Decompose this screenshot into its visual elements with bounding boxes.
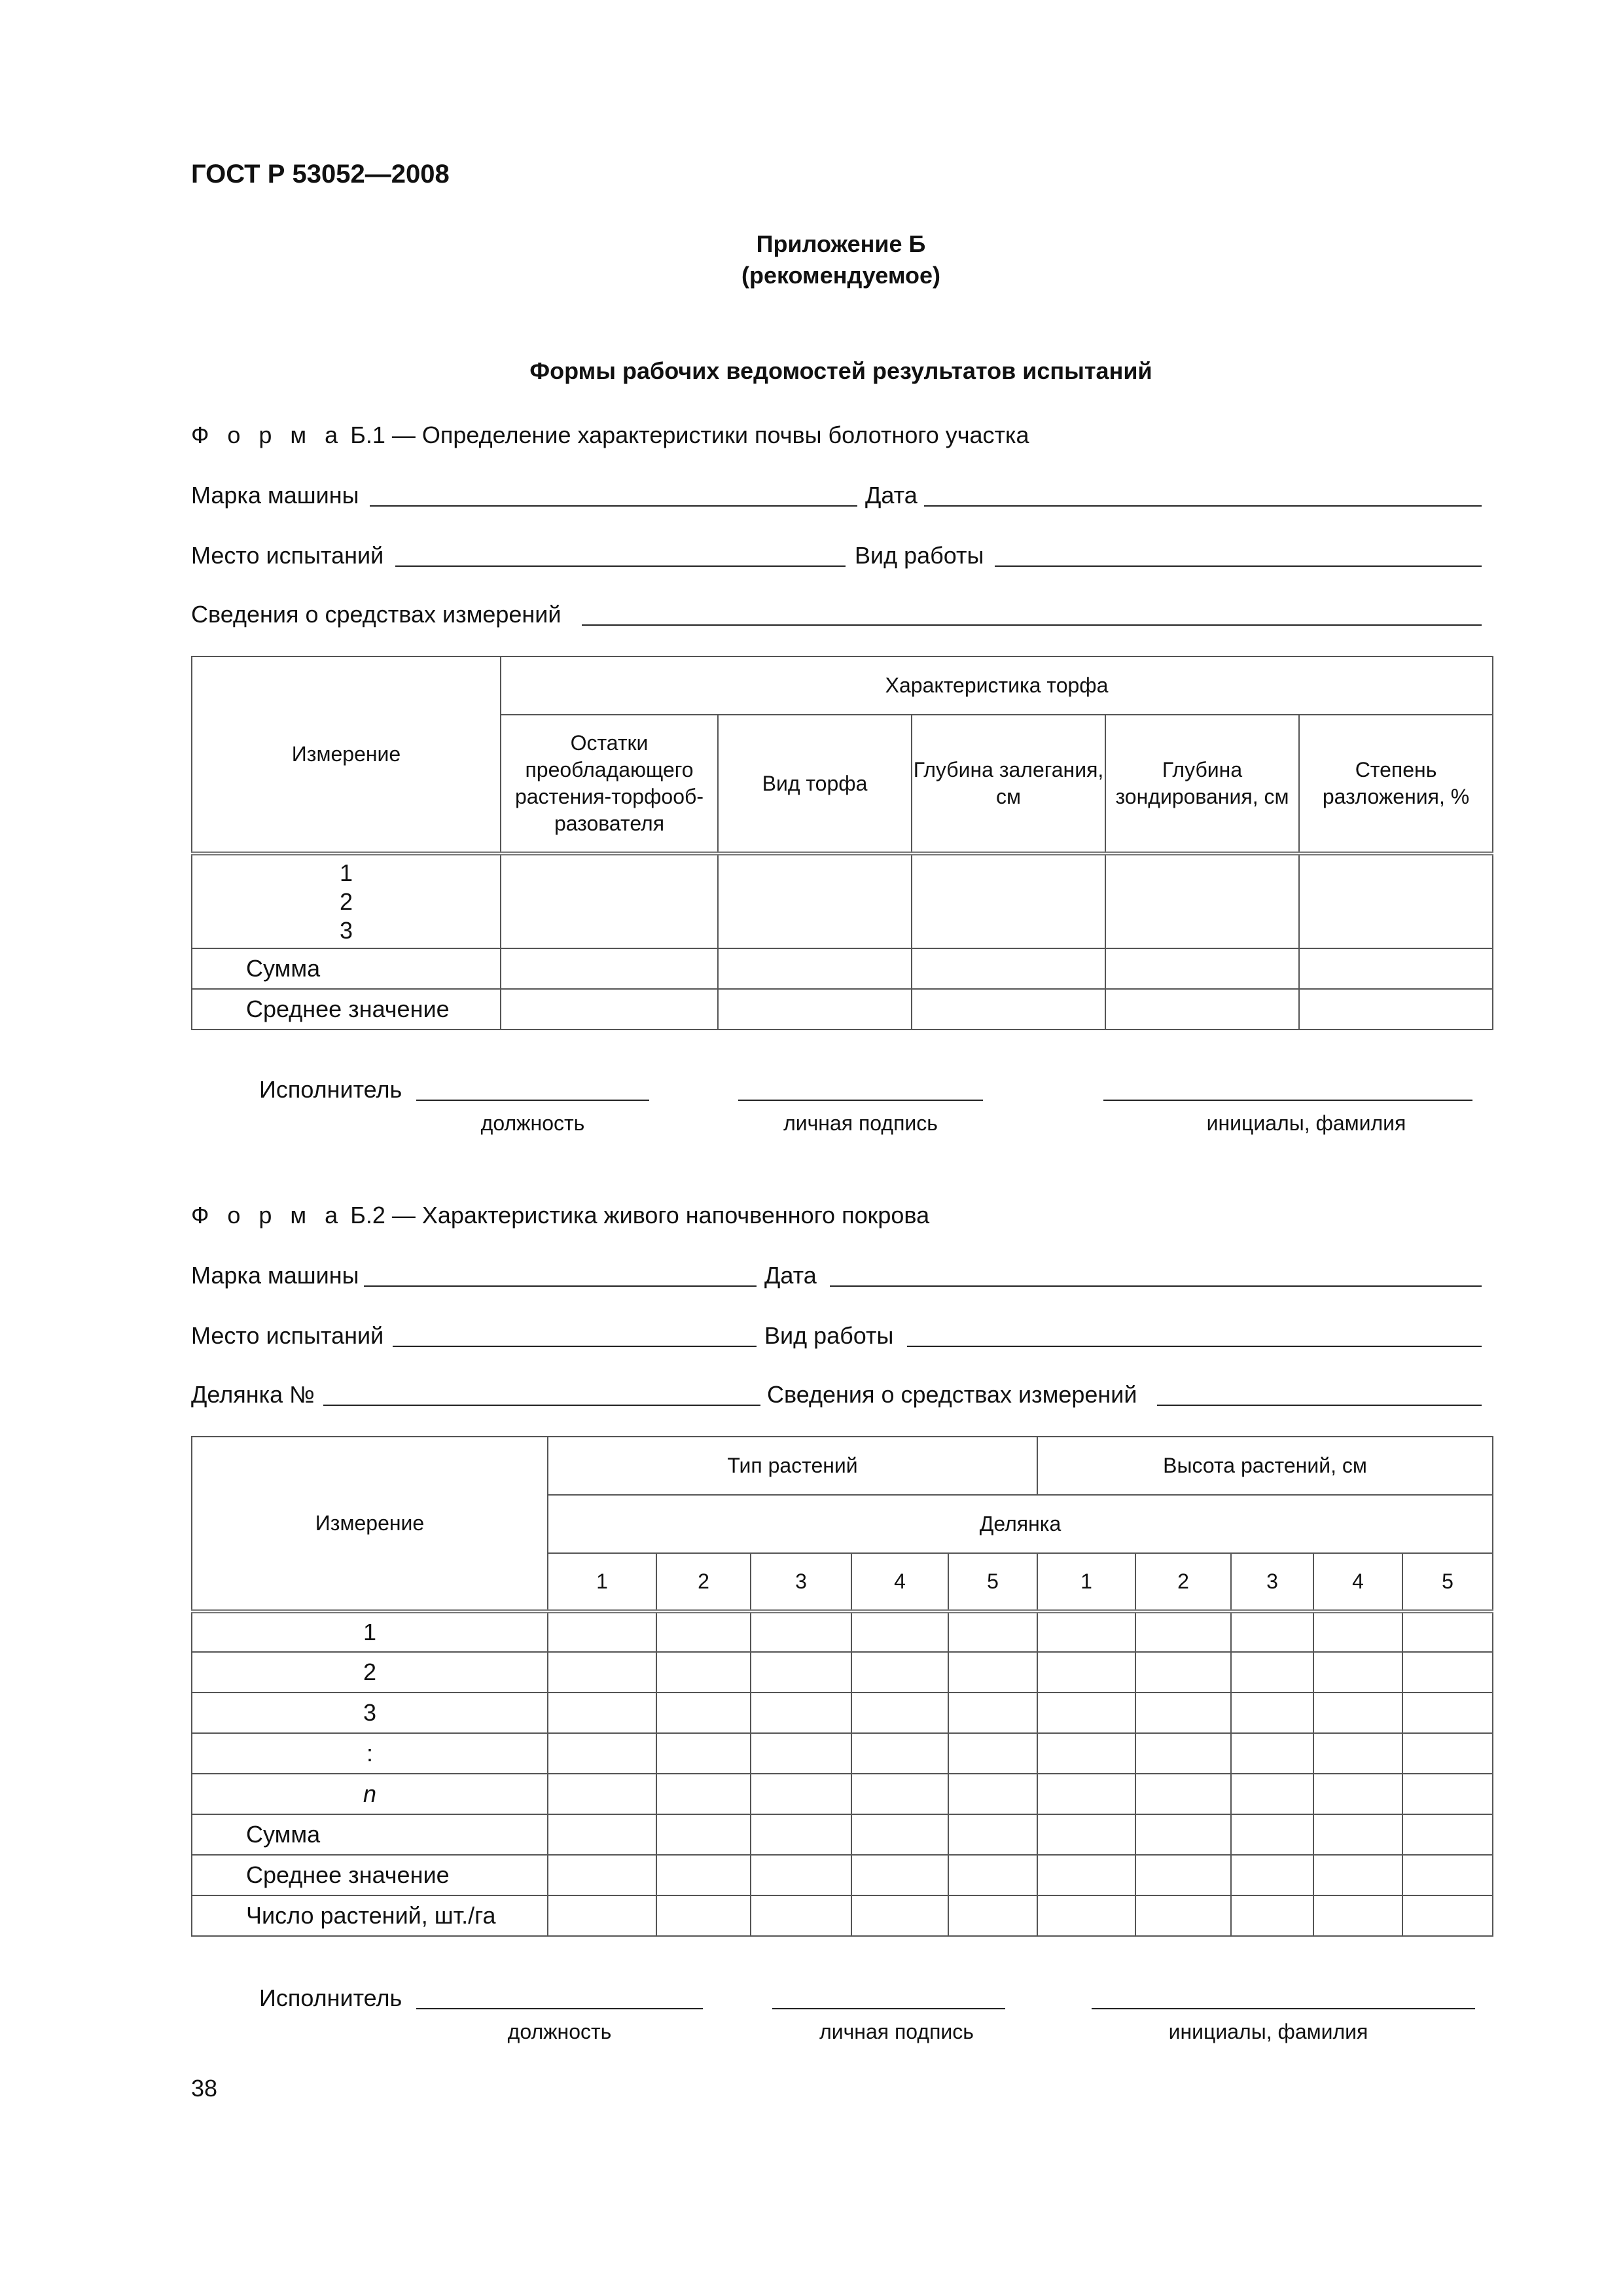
form2-cell[interactable]	[1037, 1855, 1135, 1895]
form2-cell[interactable]	[751, 1611, 851, 1652]
form2-plot-number: 3	[1231, 1553, 1313, 1611]
form2-position-caption: должность	[507, 2020, 612, 2043]
form2-cell[interactable]	[1135, 1814, 1231, 1855]
form2-cell[interactable]	[1402, 1652, 1493, 1693]
form2-cell[interactable]	[656, 1611, 751, 1652]
form1-col-measure: Измерение	[192, 656, 501, 853]
form2-plot-field[interactable]	[323, 1405, 760, 1406]
form2-row-label: 2	[192, 1652, 548, 1693]
form2-cell[interactable]	[1402, 1855, 1493, 1895]
form2-table	[191, 1436, 1493, 1937]
form2-cell[interactable]	[1313, 1611, 1402, 1652]
form2-plot-number: 2	[656, 1553, 751, 1611]
form2-cell[interactable]	[751, 1895, 851, 1936]
form1-instruments-field[interactable]	[582, 624, 1482, 626]
form1-caption-prefix: Ф о р м а	[191, 422, 344, 448]
form2-plot-number: 1	[1037, 1553, 1135, 1611]
form2-cell[interactable]	[1313, 1814, 1402, 1855]
form2-plot-number: 3	[751, 1553, 851, 1611]
form2-date-field[interactable]	[830, 1285, 1482, 1287]
form2-cell[interactable]	[1231, 1652, 1313, 1693]
form2-plot-number: 4	[851, 1553, 948, 1611]
form2-cell[interactable]	[1037, 1733, 1135, 1774]
form2-cell[interactable]	[1231, 1693, 1313, 1733]
form1-col-depth: Глубина залегания, см	[912, 715, 1105, 853]
form2-cell[interactable]	[548, 1652, 656, 1693]
form2-cell[interactable]	[656, 1895, 751, 1936]
form2-cell[interactable]	[1037, 1693, 1135, 1733]
form2-cell[interactable]	[948, 1895, 1037, 1936]
form1-group-header: Характеристика торфа	[501, 656, 1493, 715]
form2-place-label: Место испытаний	[191, 1322, 384, 1349]
form1-col-peat-type: Вид торфа	[718, 715, 912, 853]
form1-row-number: 1	[339, 859, 353, 886]
form2-cell[interactable]	[1037, 1895, 1135, 1936]
form2-row-label: n	[192, 1774, 548, 1814]
form2-col-measure: Измерение	[192, 1437, 548, 1611]
form2-cell[interactable]	[751, 1733, 851, 1774]
form2-cell[interactable]	[1313, 1895, 1402, 1936]
form2-cell[interactable]	[656, 1814, 751, 1855]
form2-name-caption: инициалы, фамилия	[1168, 2020, 1368, 2043]
form1-col-plant-remains: Остатки преобладающего растения-торфооб-разователя	[501, 715, 718, 853]
form1-cell[interactable]	[1299, 989, 1493, 1030]
form2-work-label: Вид работы	[764, 1322, 894, 1349]
form2-executor-label: Исполнитель	[259, 1984, 402, 2011]
form1-row-number: 2	[339, 888, 353, 915]
form2-cell[interactable]	[1402, 1693, 1493, 1733]
form1-machine-field[interactable]	[370, 505, 857, 507]
form2-cell[interactable]	[948, 1611, 1037, 1652]
form1-position-caption: должность	[480, 1111, 585, 1135]
form1-work-label: Вид работы	[855, 542, 984, 569]
form2-cell[interactable]	[851, 1733, 948, 1774]
form1-date-field[interactable]	[924, 505, 1482, 507]
form2-cell[interactable]	[1135, 1895, 1231, 1936]
form2-subgroup-plot: Делянка	[548, 1495, 1493, 1553]
form2-signature-line[interactable]	[772, 2008, 1005, 2009]
form2-cell[interactable]	[751, 1652, 851, 1693]
form2-place-field[interactable]	[393, 1346, 757, 1347]
form2-cell[interactable]	[1402, 1611, 1493, 1652]
form2-cell[interactable]	[1313, 1652, 1402, 1693]
form2-row-count: Число растений, шт./га	[192, 1895, 548, 1936]
form1-position-line[interactable]	[416, 1100, 649, 1101]
form1-cell[interactable]	[718, 989, 912, 1030]
form2-cell[interactable]	[1135, 1652, 1231, 1693]
form1-cell[interactable]	[501, 948, 718, 989]
form2-instruments-field[interactable]	[1157, 1405, 1482, 1406]
form1-date-label: Дата	[865, 482, 918, 509]
form2-cell[interactable]	[948, 1652, 1037, 1693]
form2-date-label: Дата	[764, 1262, 817, 1289]
form1-name-caption: инициалы, фамилия	[1206, 1111, 1406, 1135]
form2-cell[interactable]	[851, 1652, 948, 1693]
form2-cell[interactable]	[656, 1693, 751, 1733]
form2-caption	[191, 1202, 929, 1229]
form2-cell[interactable]	[656, 1733, 751, 1774]
form2-cell[interactable]	[1135, 1611, 1231, 1652]
form2-row-label: 1	[192, 1611, 548, 1652]
section-title: Формы рабочих ведомостей результатов испытаний	[529, 357, 1152, 384]
form1-signature-line[interactable]	[738, 1100, 983, 1101]
form2-cell[interactable]	[1402, 1733, 1493, 1774]
form2-cell[interactable]	[1135, 1733, 1231, 1774]
form2-plot-number: 4	[1313, 1553, 1402, 1611]
form1-col-probe-depth: Глубина зондирования, см	[1105, 715, 1299, 853]
form1-name-line[interactable]	[1103, 1100, 1472, 1101]
form2-cell[interactable]	[656, 1855, 751, 1895]
form2-group-type: Тип растений	[548, 1437, 1037, 1495]
form2-cell[interactable]	[1313, 1774, 1402, 1814]
form1-cell[interactable]	[718, 853, 912, 948]
form1-cell[interactable]	[718, 948, 912, 989]
form2-cell[interactable]	[851, 1895, 948, 1936]
form2-row-label: 3	[192, 1693, 548, 1733]
form2-signature-caption: личная подпись	[819, 2020, 974, 2043]
form2-cell[interactable]	[1037, 1611, 1135, 1652]
form1-cell[interactable]	[912, 948, 1105, 989]
form1-cell[interactable]	[1105, 948, 1299, 989]
form1-row-numbers	[192, 853, 501, 948]
form2-plot-number: 5	[948, 1553, 1037, 1611]
form2-cell[interactable]	[1037, 1774, 1135, 1814]
form1-cell[interactable]	[501, 989, 718, 1030]
form2-cell[interactable]	[1402, 1774, 1493, 1814]
form2-work-field[interactable]	[907, 1346, 1482, 1347]
form2-instruments-label: Сведения о средствах измерений	[767, 1381, 1137, 1408]
form2-cell[interactable]	[548, 1733, 656, 1774]
form2-cell[interactable]	[751, 1693, 851, 1733]
form2-cell[interactable]	[1313, 1855, 1402, 1895]
form2-plot-number: 2	[1135, 1553, 1231, 1611]
form2-cell[interactable]	[1037, 1652, 1135, 1693]
form2-cell[interactable]	[1135, 1855, 1231, 1895]
form2-cell[interactable]	[548, 1693, 656, 1733]
form1-cell[interactable]	[1299, 948, 1493, 989]
form1-row-number: 3	[339, 916, 353, 944]
form2-cell[interactable]	[548, 1895, 656, 1936]
form2-cell[interactable]	[1231, 1855, 1313, 1895]
form2-cell[interactable]	[948, 1814, 1037, 1855]
form2-group-height: Высота растений, см	[1037, 1437, 1493, 1495]
form2-cell[interactable]	[1037, 1814, 1135, 1855]
form2-cell[interactable]	[548, 1774, 656, 1814]
annex-subtitle: (рекомендуемое)	[741, 262, 940, 289]
form1-place-field[interactable]	[395, 565, 846, 567]
form1-place-label: Место испытаний	[191, 542, 384, 569]
form1-instruments-label: Сведения о средствах измерений	[191, 601, 562, 628]
form2-cell[interactable]	[548, 1855, 656, 1895]
form1-cell[interactable]	[912, 989, 1105, 1030]
form2-cell[interactable]	[1402, 1895, 1493, 1936]
form2-cell[interactable]	[948, 1693, 1037, 1733]
form2-cell[interactable]	[1135, 1693, 1231, 1733]
form2-cell[interactable]	[1402, 1814, 1493, 1855]
form2-cell[interactable]	[751, 1855, 851, 1895]
form2-cell[interactable]	[751, 1814, 851, 1855]
form2-cell[interactable]	[851, 1855, 948, 1895]
form1-cell[interactable]	[1299, 853, 1493, 948]
form2-cell[interactable]	[1231, 1774, 1313, 1814]
form2-cell[interactable]	[948, 1855, 1037, 1895]
form1-cell[interactable]	[501, 853, 718, 948]
form2-row-sum: Сумма	[192, 1814, 548, 1855]
form2-machine-label: Марка машины	[191, 1262, 359, 1289]
form2-cell[interactable]	[548, 1611, 656, 1652]
form1-cell[interactable]	[1105, 853, 1299, 948]
form2-position-line[interactable]	[416, 2008, 703, 2009]
form2-plot-number: 5	[1402, 1553, 1493, 1611]
form2-cell[interactable]	[548, 1814, 656, 1855]
form2-cell[interactable]	[1135, 1774, 1231, 1814]
form2-row-label: :	[192, 1733, 548, 1774]
form1-machine-label: Марка машины	[191, 482, 359, 509]
annex-title: Приложение Б	[756, 230, 926, 257]
form2-cell[interactable]	[656, 1774, 751, 1814]
form2-cell[interactable]	[851, 1693, 948, 1733]
form2-name-line[interactable]	[1092, 2008, 1475, 2009]
form1-cell[interactable]	[912, 853, 1105, 948]
form1-row-mean: Среднее значение	[192, 989, 501, 1030]
form2-cell[interactable]	[851, 1611, 948, 1652]
form2-cell[interactable]	[1231, 1814, 1313, 1855]
form1-row-sum: Сумма	[192, 948, 501, 989]
form2-cell[interactable]	[851, 1774, 948, 1814]
form2-cell[interactable]	[656, 1652, 751, 1693]
form2-caption-text: Б.2 — Характеристика живого напочвенного покрова	[350, 1202, 930, 1229]
page-number: 38	[191, 2075, 218, 2102]
form1-work-field[interactable]	[995, 565, 1482, 567]
form1-caption	[191, 422, 1029, 449]
form2-cell[interactable]	[1231, 1733, 1313, 1774]
form2-cell[interactable]	[948, 1774, 1037, 1814]
form2-cell[interactable]	[1313, 1733, 1402, 1774]
standard-number: ГОСТ Р 53052—2008	[191, 160, 450, 188]
form1-cell[interactable]	[1105, 989, 1299, 1030]
form2-cell[interactable]	[1231, 1895, 1313, 1936]
form2-row-mean: Среднее значение	[192, 1855, 548, 1895]
form1-signature-caption: личная подпись	[783, 1111, 938, 1135]
form1-col-decomposition: Степень разложения, %	[1299, 715, 1493, 853]
form1-caption-text: Б.1 — Определение характеристики почвы болотного участка	[350, 422, 1029, 448]
form2-plot-label: Делянка №	[191, 1381, 315, 1408]
form2-cell[interactable]	[1313, 1693, 1402, 1733]
form2-machine-field[interactable]	[364, 1285, 757, 1287]
form1-executor-label: Исполнитель	[259, 1076, 402, 1103]
form2-cell[interactable]	[1231, 1611, 1313, 1652]
form2-cell[interactable]	[751, 1774, 851, 1814]
form2-cell[interactable]	[948, 1733, 1037, 1774]
form1-table	[191, 656, 1493, 1030]
form2-caption-prefix: Ф о р м а	[191, 1202, 344, 1229]
form2-plot-number: 1	[548, 1553, 656, 1611]
form2-cell[interactable]	[851, 1814, 948, 1855]
